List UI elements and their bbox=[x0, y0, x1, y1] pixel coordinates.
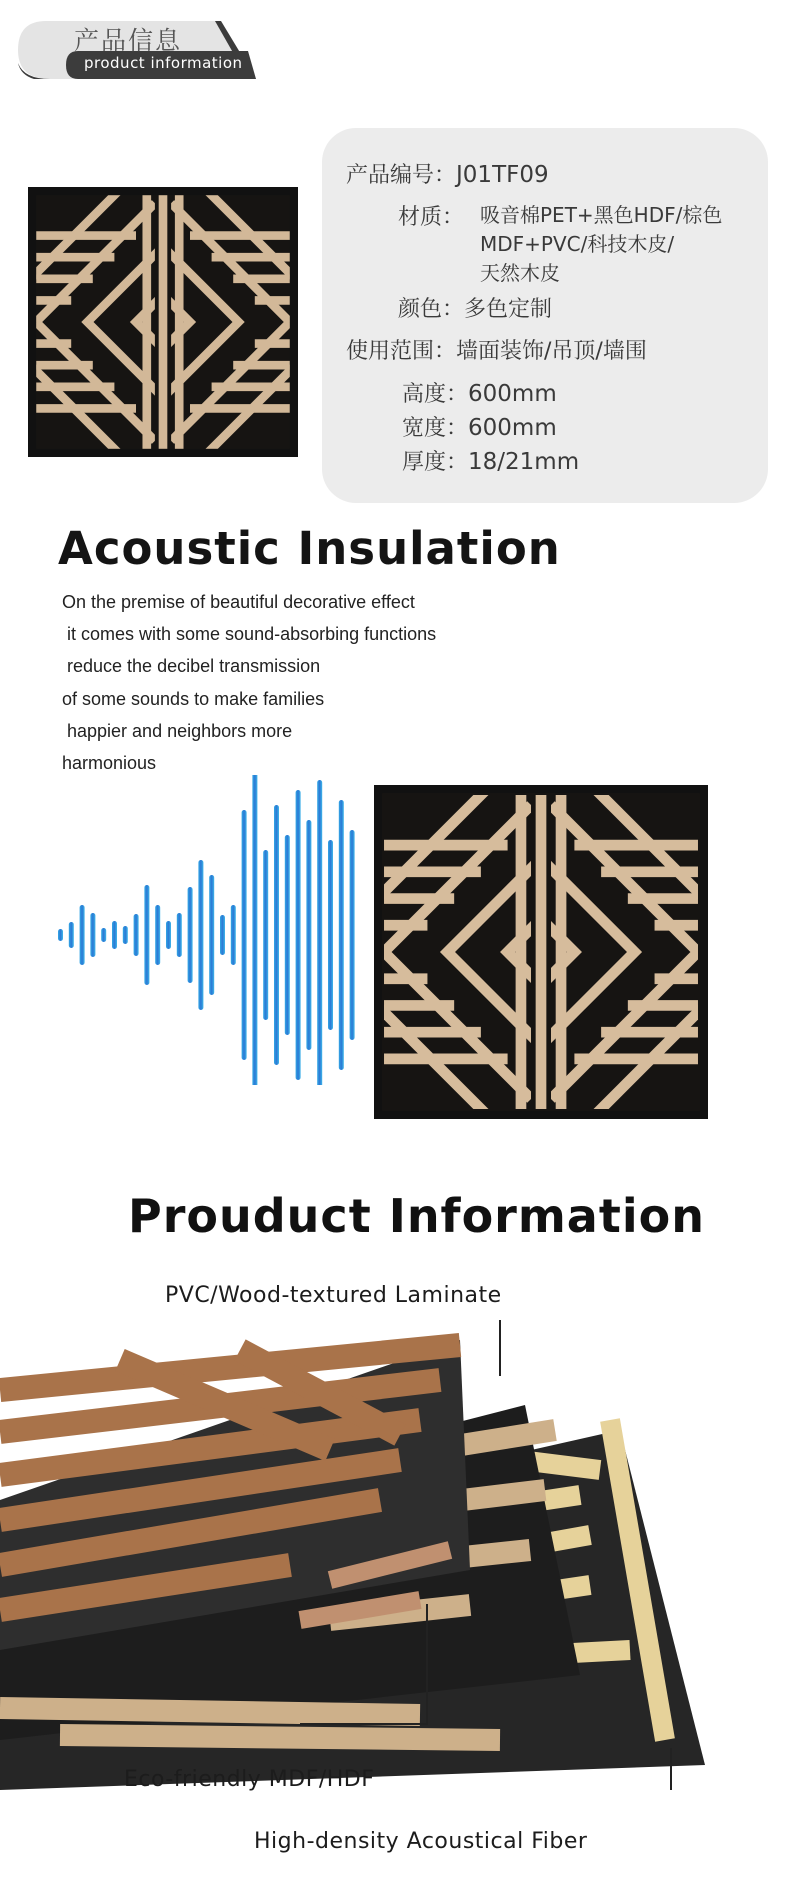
sound-wave-bar bbox=[252, 775, 257, 1085]
layers-illustration bbox=[0, 1320, 790, 1790]
spec-color bbox=[398, 292, 552, 323]
spec-width bbox=[402, 411, 557, 442]
panel-pattern-large bbox=[374, 785, 708, 1119]
spec-material-line-3: 天然木皮 bbox=[480, 261, 560, 285]
sound-wave-bar bbox=[134, 914, 139, 956]
spec-thickness-value: 18/21mm bbox=[468, 449, 580, 475]
sound-wave-bar bbox=[209, 875, 214, 995]
sound-wave-bar bbox=[339, 800, 344, 1070]
sound-wave-bar bbox=[274, 805, 279, 1065]
tab-title-en: product information bbox=[84, 54, 243, 72]
sound-wave-bar bbox=[220, 915, 225, 955]
spec-material-line-2: MDF+PVC/科技木皮/ bbox=[480, 232, 675, 256]
label-laminate: PVC/Wood-textured Laminate bbox=[165, 1283, 502, 1308]
sound-wave-bar bbox=[177, 913, 182, 957]
sound-wave-bar bbox=[231, 905, 236, 965]
sound-wave-bar bbox=[90, 913, 95, 957]
sound-wave-icon bbox=[56, 775, 356, 1085]
spec-height bbox=[402, 377, 557, 408]
spec-usage-label: 使用范围： bbox=[346, 339, 457, 364]
spec-card bbox=[322, 128, 768, 503]
sound-wave-bar bbox=[242, 810, 247, 1060]
spec-color-label: 颜色： bbox=[398, 297, 465, 322]
sound-wave-bar bbox=[155, 905, 160, 965]
label-mdf: Eco-friendly MDF/HDF bbox=[124, 1767, 375, 1792]
spec-code bbox=[346, 158, 549, 189]
spec-height-value: 600mm bbox=[468, 381, 557, 407]
product-info-heading: Prouduct Information bbox=[128, 1189, 705, 1243]
spec-height-label: 高度： bbox=[402, 382, 469, 407]
spec-material-label: 材质： bbox=[398, 205, 465, 230]
spec-usage bbox=[346, 334, 647, 365]
acoustic-line-5: happier and neighbors more bbox=[62, 721, 293, 741]
sound-wave-bar bbox=[123, 926, 128, 944]
sound-wave-bar bbox=[166, 921, 171, 949]
sound-wave-bar bbox=[69, 922, 74, 948]
spec-thickness bbox=[402, 445, 579, 476]
acoustic-line-3: reduce the decibel transmission bbox=[62, 656, 321, 676]
sound-wave-bar bbox=[198, 860, 203, 1010]
spec-color-value: 多色定制 bbox=[464, 297, 553, 322]
acoustic-line-1: On the premise of beautiful decorative effect bbox=[62, 592, 415, 612]
acoustic-heading: Acoustic Insulation bbox=[58, 522, 561, 575]
sound-wave-bar bbox=[350, 830, 355, 1040]
sound-wave-bar bbox=[144, 885, 149, 985]
panel-pattern bbox=[28, 187, 298, 457]
sound-wave-bar bbox=[101, 928, 106, 942]
sound-wave-bar bbox=[188, 887, 193, 983]
panel-image-middle bbox=[374, 785, 708, 1119]
spec-width-label: 宽度： bbox=[402, 416, 469, 441]
acoustic-line-4: of some sounds to make families bbox=[62, 689, 325, 709]
section-tab bbox=[16, 17, 256, 79]
layers-graphic bbox=[0, 1320, 790, 1790]
sound-wave-bar bbox=[263, 850, 268, 1020]
spec-width-value: 600mm bbox=[468, 415, 557, 441]
sound-wave-bar bbox=[58, 929, 63, 941]
sound-wave-graphic bbox=[56, 775, 356, 1085]
spec-usage-value: 墙面装饰/吊顶/墙围 bbox=[456, 339, 647, 364]
sound-wave-bar bbox=[306, 820, 311, 1050]
sound-wave-bar bbox=[317, 780, 322, 1085]
label-fiber: High-density Acoustical Fiber bbox=[254, 1829, 588, 1854]
spec-code-value: J01TF09 bbox=[456, 162, 549, 188]
spec-thickness-label: 厚度： bbox=[402, 450, 469, 475]
sound-wave-bar bbox=[80, 905, 85, 965]
sound-wave-bar bbox=[296, 790, 301, 1080]
spec-material-value bbox=[480, 201, 780, 288]
acoustic-line-2: it comes with some sound-absorbing functions bbox=[62, 624, 437, 644]
panel-image-top bbox=[28, 187, 298, 457]
sound-wave-bar bbox=[112, 921, 117, 949]
sound-wave-bar bbox=[285, 835, 290, 1035]
tab-title-cn: 产品信息 bbox=[74, 26, 183, 55]
sound-wave-bar bbox=[328, 840, 333, 1030]
spec-code-label: 产品编号： bbox=[346, 163, 457, 188]
spec-material-line-1: 吸音棉PET+黑色HDF/棕色 bbox=[480, 203, 723, 227]
acoustic-line-6: harmonious bbox=[62, 753, 157, 773]
